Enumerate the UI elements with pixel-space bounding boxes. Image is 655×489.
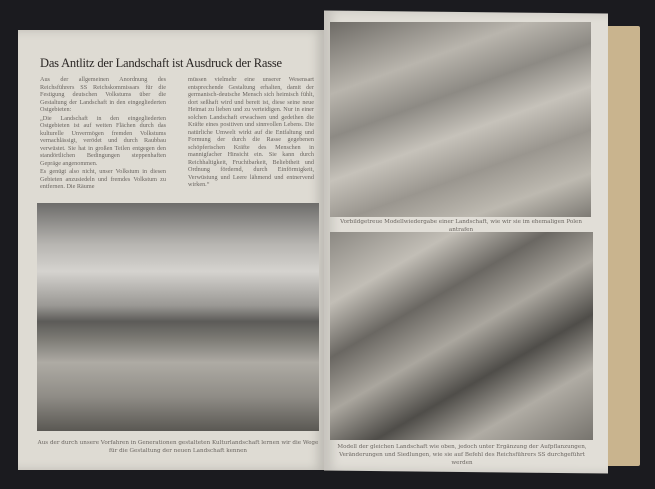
landscape-photo: [37, 203, 319, 431]
landscape-model-photo-before: [330, 22, 591, 217]
paragraph: Aus der allgemeinen Anordnung des Reichsführers SS Reichskommissars für die Festigung deutschen Volkstums über die Gestaltung der Landschaft in den eingegliederten Ostgebieten:: [40, 76, 166, 113]
caption-top-right: Vorbildgetreue Modellwiedergabe einer Landschaft, wie wir sie im ehemaligen Polen antrafen: [340, 219, 582, 233]
page-title: Das Antlitz der Landschaft ist Ausdruck der Rasse: [40, 56, 282, 70]
paragraph: müssen vielmehr eine unserer Wesensart entsprechende Gestaltung erhalten, damit der germanisch-deutsche Mensch sich heimisch fühlt, dort seßhaft wird und bereit ist, diese seine neue Heimat zu lieben und zu verteidigen. Nur in einer solchen Landschaft erwachsen und gedeihen die Kräfte eines positiven und sinnvollen Lebens. Die natürliche Umwelt wirkt auf die Entfaltung und Formung der durch die Rasse gegebenen schöpferischen Kräfte des Menschen in mannigfacher Hinsicht ein. Sie kann durch Reichhaltigkeit, Fruchtbarkeit, Beliebtheit und Ordnung fördernd, durch Einförmigkeit, Verwüstung und Leere lähmend und entnervend wirken.“: [188, 76, 314, 188]
caption-left: Aus der durch unsere Vorfahren in Generationen gestalteten Kulturlandschaft lernen wir die Wege für die Gestaltung der neuen Landschaft kennen: [37, 440, 319, 454]
text-column-1: [40, 76, 166, 192]
caption-bottom-right: Modell der gleichen Landschaft wie oben, jedoch unter Ergänzung der Aufpflanzungen, Veränderungen und Siedlungen, wie sie auf Befehl des Reichsführers SS durchgeführt werden: [337, 444, 587, 466]
text-column-2: [188, 76, 314, 190]
paragraph: Es genügt also nicht, unser Volkstum in diesen Gebieten anzusiedeln und fremdes Volkstum zu entfernen. Die Räume: [40, 168, 166, 190]
landscape-model-photo-after: [330, 232, 593, 440]
paragraph: „Die Landschaft in den eingegliederten Ostgebieten ist auf weiten Flächen durch das kulturelle Unvermögen fremden Volkstums vernachlässigt, verödet und durch Raubbau verwüstet. Sie hat in großen Teilen entgegen den standörtlichen Bedingungen steppenhaften Gepräge angenommen.: [40, 114, 166, 167]
